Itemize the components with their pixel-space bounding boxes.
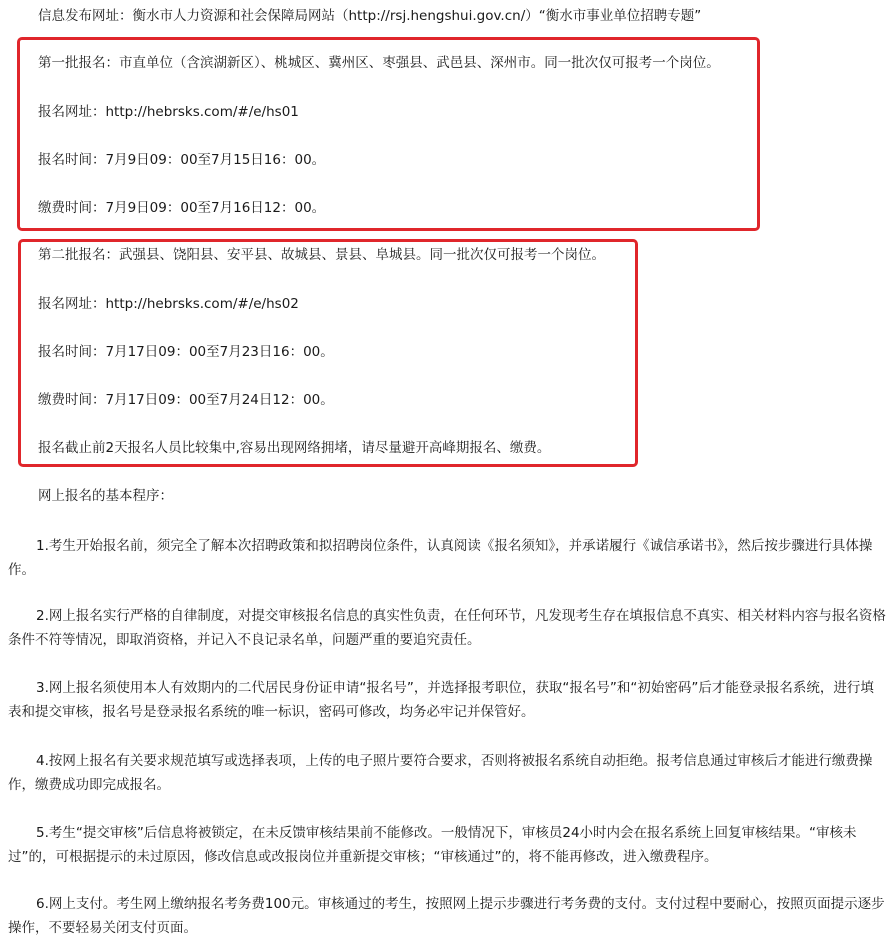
- info-site-line: 信息发布网址：衡水市人力资源和社会保障局网站（http://rsj.hengshui.gov.cn/）“衡水市事业单位招聘专题”: [38, 8, 702, 24]
- batch1-title: 第一批报名：市直单位（含滨湖新区）、桃城区、冀州区、枣强县、武邑县、深州市。同一批次仅可报考一个岗位。: [38, 55, 720, 71]
- procedure-step-4: 4.按网上报名有关要求规范填写或选择表项，上传的电子照片要符合要求，否则将被报名系统自动拒绝。报考信息通过审核后才能进行缴费操作，缴费成功即完成报名。: [8, 753, 873, 793]
- batch2-note: 报名截止前2天报名人员比较集中,容易出现网络拥堵，请尽量避开高峰期报名、缴费。: [38, 440, 551, 456]
- batch1-pay-time: 缴费时间：7月9日09：00至7月16日12：00。: [38, 200, 326, 216]
- batch2-title: 第二批报名：武强县、饶阳县、安平县、故城县、景县、阜城县。同一批次仅可报考一个岗位。: [38, 247, 605, 263]
- procedure-step-2: 2.网上报名实行严格的自律制度，对提交审核报名信息的真实性负责，在任何环节，凡发现考生存在填报信息不真实、相关材料内容与报名资格条件不符等情况，即取消资格，并记入不良记录名单，问题严重的要追究责任。: [8, 608, 886, 648]
- batch1-reg-time: 报名时间：7月9日09：00至7月15日16：00。: [38, 152, 326, 168]
- batch2-pay-time: 缴费时间：7月17日09：00至7月24日12：00。: [38, 392, 334, 408]
- procedure-heading: 网上报名的基本程序：: [38, 488, 173, 504]
- batch2-url: 报名网址：http://hebrsks.com/#/e/hs02: [38, 296, 299, 312]
- batch2-reg-time: 报名时间：7月17日09：00至7月23日16：00。: [38, 344, 334, 360]
- procedure-step-6: 6.网上支付。考生网上缴纳报名考务费100元。审核通过的考生，按照网上提示步骤进行考务费的支付。支付过程中要耐心，按照页面提示逐步操作，不要轻易关闭支付页面。: [8, 896, 885, 936]
- batch1-url: 报名网址：http://hebrsks.com/#/e/hs01: [38, 104, 299, 120]
- procedure-step-1: 1.考生开始报名前，须完全了解本次招聘政策和拟招聘岗位条件，认真阅读《报名须知》，并承诺履行《诚信承诺书》，然后按步骤进行具体操作。: [8, 538, 873, 578]
- procedure-step-3: 3.网上报名须使用本人有效期内的二代居民身份证申请“报名号”，并选择报考职位，获取“报名号”和“初始密码”后才能登录报名系统，进行填表和提交审核，报名号是登录报名系统的唯一标识，密码可修改，均务必牢记并保管好。: [8, 680, 874, 720]
- procedure-step-5: 5.考生“提交审核”后信息将被锁定，在未反馈审核结果前不能修改。一般情况下，审核员24小时内会在报名系统上回复审核结果。“审核未过”的，可根据提示的未过原因，修改信息或改报岗位并重新提交审核；“审核通过”的，将不能再修改，进入缴费程序。: [8, 825, 857, 865]
